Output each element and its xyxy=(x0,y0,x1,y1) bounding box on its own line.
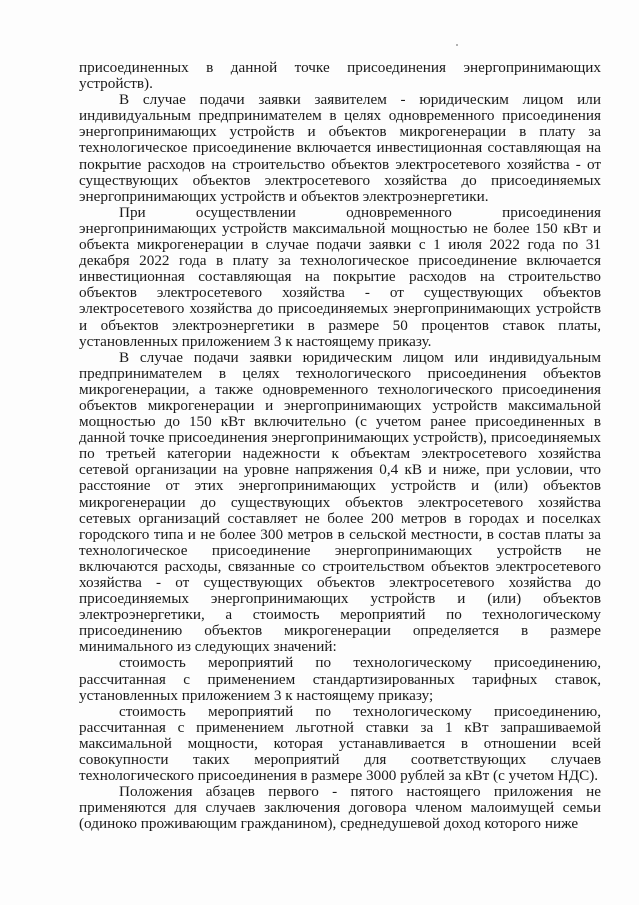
paragraph-continuation: присоединенных в данной точке присоединения энергопринимающих устройств). xyxy=(79,59,601,93)
paragraph-simultaneous-connection-150kw: При осуществлении одновременного присоединения энергопринимающих устройств максимальной мощностью не более 150 кВт и объекта микрогенерации в случае подачи заявки с 1 июля 2022 года по 31 декабря 2022 года в плату за технологическое присоединение включается инвестиционная составляющая на покрытие расходов на строительство объектов электросетевого хозяйства - от существующих объектов электросетевого хозяйства до присоединяемых энергопринимающих устройств и объектов электроэнергетики в размере 50 процентов ставок платы, установленных приложением 3 к настоящему приказу. xyxy=(79,203,601,350)
scan-speck xyxy=(456,44,458,46)
paragraph-preferential-rate-option: стоимость мероприятий по технологическому присоединению, рассчитанная с применением льготной ставки за 1 кВт запрашиваемой максимальной мощности, которая устанавливается в отношении всей совокупности таких мероприятий для соответствующих случаев технологического присоединения в размере 3000 рублей за кВт (с учетом НДС). xyxy=(79,702,601,785)
paragraph-microgeneration-conditions: В случае подачи заявки юридическим лицом или индивидуальным предпринимателем в целях технологического присоединения объектов микрогенерации, а также одновременного технологического присоединения объектов микрогенерации и энергопринимающих устройств максимальной мощностью до 150 кВт включительно (с учетом ранее присоединенных в данной точке присоединения энергопринимающих устройств), присоединяемых по третьей категории надежности к объектам электросетевого хозяйства сетевой организации на уровне напряжения 0,4 кВ и ниже, при условии, что расстояние от этих энергопринимающих устройств и (или) объектов микрогенерации до существующих объектов электросетевого хозяйства сетевых организаций составляет не более 200 метров в городах и поселках городского типа и не более 300 метров в сельской местности, в состав платы за технологическое присоединение энергопринимающих устройств не включаются расходы, связанные со строительством объектов электросетевого хозяйства - от существующих объектов электросетевого хозяйства до присоединяемых энергопринимающих устройств и (или) объектов электроэнергетики, а стоимость мероприятий по технологическому присоединению объектов микрогенерации определяется в размере минимального из следующих значений: xyxy=(79,348,601,656)
document-body xyxy=(79,60,601,833)
paragraph-standard-rates-option: стоимость мероприятий по технологическому присоединению, рассчитанная с применением стандартизированных тарифных ставок, установленных приложением 3 к настоящему приказу; xyxy=(79,654,601,704)
paragraph-low-income-exception: Положения абзацев первого - пятого настоящего приложения не применяются для случаев заключения договора членом малоимущей семьи (одиноко проживающим гражданином), среднедушевой доход которого ниже xyxy=(79,783,601,833)
paragraph-legal-entity-investment: В случае подачи заявки заявителем - юридическим лицом или индивидуальным предпринимателем в целях одновременного присоединения энергопринимающих устройств и объектов микрогенерации в плату за технологическое присоединение включается инвестиционная составляющая на покрытие расходов на строительство объектов электросетевого хозяйства - от существующих объектов электросетевого хозяйства до присоединяемых энергопринимающих устройств и объектов электроэнергетики. xyxy=(79,91,601,205)
